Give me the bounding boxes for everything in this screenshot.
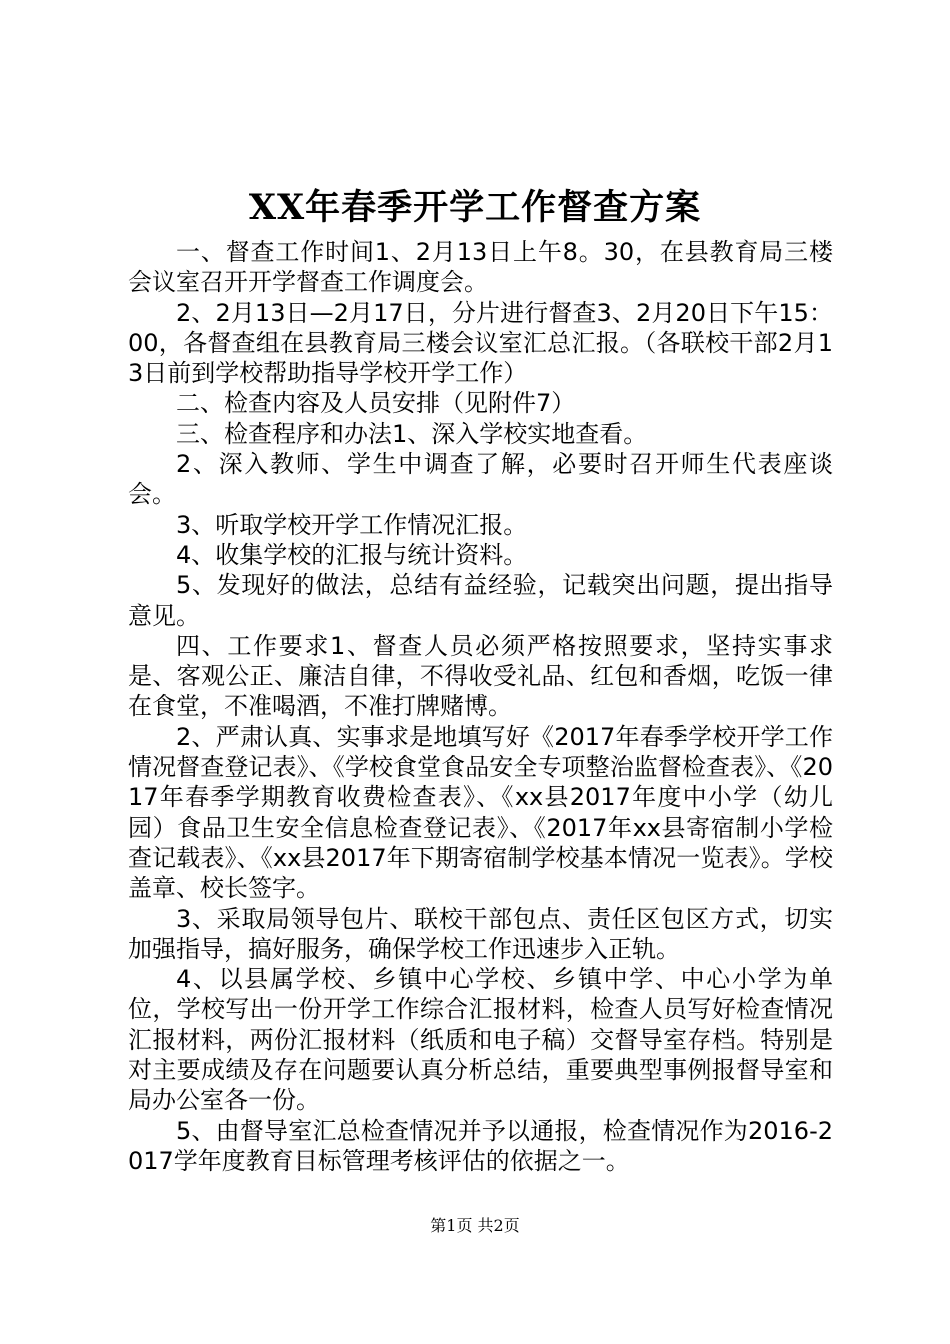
paragraph-3: 二、检查内容及人员安排（见附件7） — [176, 389, 576, 418]
paragraph-9: 四、工作要求1、督查人员必须严格按照要求，坚持实事求是、客观公正、廉洁自律，不得收受礼品、红包和香烟，吃饭一律在食堂，不准喝酒，不准打牌赌博。 — [128, 631, 833, 721]
paragraph-10: 2、严肃认真、实事求是地填写好《2017年春季学校开学工作情况督查登记表》、《学校食堂食品安全专项整治监督检查表》、《2017年春季学期教育收费检查表》、《xx县2017年度中小学（幼儿园）食品卫生安全信息检查登记表》、《2017年xx县寄宿制小学检查记载表》、《xx县2017年下期寄宿制学校基本情况一览表》。学校盖章、校长签字。 — [128, 722, 833, 903]
paragraph-4: 三、检查程序和办法1、深入学校实地查看。 — [176, 419, 648, 448]
paragraph-8: 5、发现好的做法，总结有益经验，记载突出问题，提出指导意见。 — [128, 571, 833, 630]
paragraph-12: 4、以县属学校、乡镇中心学校、乡镇中学、中心小学为单位，学校写出一份开学工作综合汇报材料，检查人员写好检查情况汇报材料，两份汇报材料（纸质和电子稿）交督导室存档。特别是对主要成绩及存在问题要认真分析总结，重要典型事例报督导室和局办公室各一份。 — [128, 965, 833, 1115]
paragraph-2: 2、2月13日—2月17日，分片进行督查3、2月20日下午15：00，各督查组在县教育局三楼会议室汇总汇报。（各联校干部2月13日前到学校帮助指导学校开学工作） — [128, 298, 833, 388]
document-title: XX年春季开学工作督查方案 — [248, 187, 702, 228]
paragraph-1: 一、督查工作时间1、2月13日上午8。30，在县教育局三楼会议室召开开学督查工作调度会。 — [128, 238, 833, 297]
paragraph-13: 5、由督导室汇总检查情况并予以通报，检查情况作为2016-2017学年度教育目标管理考核评估的依据之一。 — [128, 1116, 833, 1175]
paragraph-5: 2、深入教师、学生中调查了解，必要时召开师生代表座谈会。 — [128, 450, 833, 509]
paragraph-6: 3、听取学校开学工作情况汇报。 — [176, 510, 528, 539]
paragraph-11: 3、采取局领导包片、联校干部包点、责任区包区方式，切实加强指导，搞好服务，确保学校工作迅速步入正轨。 — [128, 904, 833, 963]
paragraph-7: 4、收集学校的汇报与统计资料。 — [176, 540, 528, 569]
page-footer: 第1页 共2页 — [430, 1216, 520, 1235]
document-body — [128, 237, 833, 1176]
